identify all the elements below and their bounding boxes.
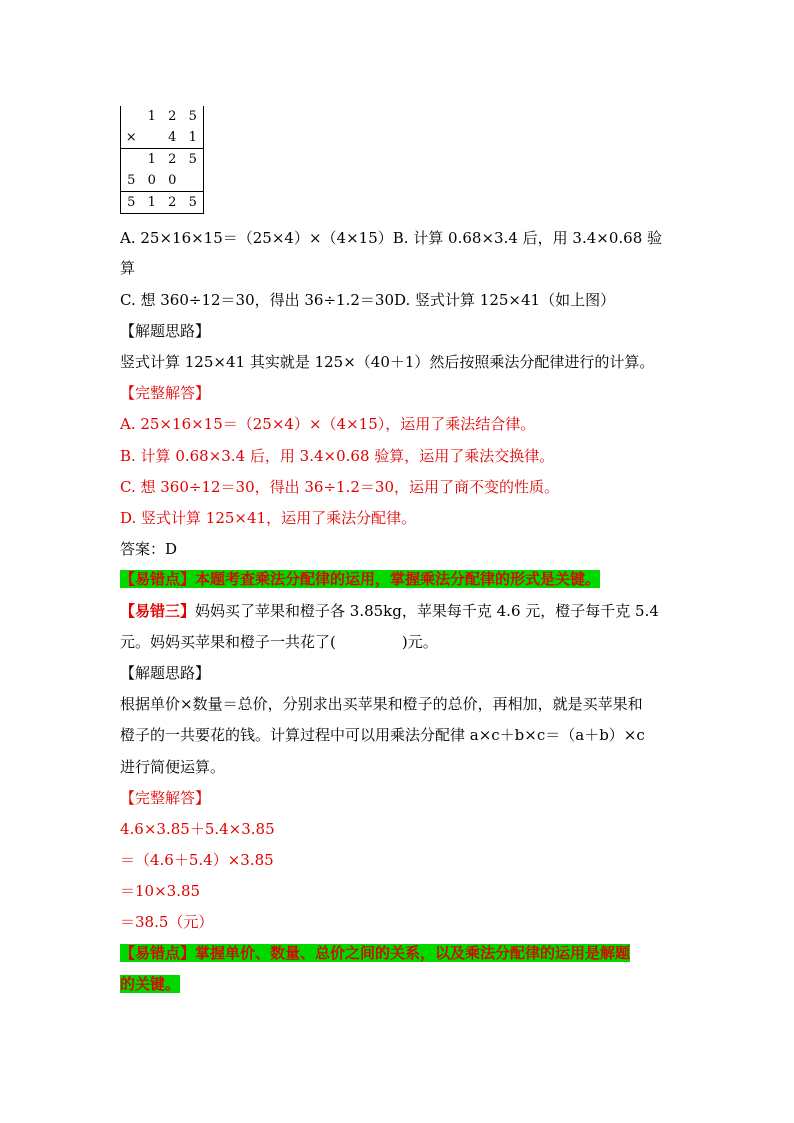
calc-cell: 5 [127,173,136,188]
calc-cell: 5 [188,195,197,210]
question-3-text-post: )元。 [401,633,438,651]
calc-cell: 2 [168,195,177,210]
thinking-line-3: 进行简便运算。 [120,758,226,776]
calc-cell: 2 [168,109,177,124]
answer-line-b: B. 计算 0.68×3.4 后，用 3.4×0.68 验算，运用了乘法交换律。 [120,447,555,465]
answer-step-1: 4.6×3.85＋5.4×3.85 [120,820,275,838]
option-a-b: A. 25×16×15＝（25×4）×（4×15）B. 计算 0.68×3.4 后，用 3.4×0.68 验 [120,229,663,247]
question-3-text: 妈妈买了苹果和橙子各 3.85kg，苹果每千克 4.6 元，橙子每千克 5.4 [195,602,659,620]
answer-line-a: A. 25×16×15＝（25×4）×（4×15），运用了乘法结合律。 [120,415,536,433]
calc-cell: 1 [147,109,156,124]
question-3-line-2 [120,632,438,652]
thinking-heading-3: 【解题思路】 [120,664,211,682]
calc-cell: 2 [168,152,177,167]
question-3-line-1 [120,601,659,621]
thinking-text: 竖式计算 125×41 其实就是 125×（40＋1）然后按照乘法分配律进行的计算。 [120,353,655,371]
calc-cell: 1 [188,130,197,145]
calc-row-multiplicand [121,106,203,127]
option-b-continued: 算 [120,259,136,277]
question-3-text-pre: 元。妈妈买苹果和橙子一共花了( [120,633,336,651]
pitfall-label-3: 【易错点】 [120,944,196,962]
calc-cell: 4 [168,130,177,145]
calc-row-partial-2 [121,170,203,192]
pitfall-text-3-cont: 的关键。 [120,975,181,993]
calc-cell: 1 [147,195,156,210]
option-c-d: C. 想 360÷12＝30，得出 36÷1.2＝30D. 竖式计算 125×41（如上图） [120,291,616,309]
calc-cell: 5 [188,109,197,124]
pitfall-note-1 [120,569,600,589]
thinking-line-2: 橙子的一共要花的钱。计算过程中可以用乘法分配律 a×c＋b×c＝（a＋b）×c [120,726,645,744]
answer-heading: 【完整解答】 [120,384,211,402]
thinking-line-1: 根据单价×数量＝总价，分别求出买苹果和橙子的总价，再相加，就是买苹果和 [120,695,643,713]
answer-step-3: ＝10×3.85 [120,882,201,900]
pitfall-label: 【易错点】 [120,570,196,588]
calc-row-multiplier [121,127,203,149]
pitfall-text: 本题考查乘法分配律的运用，掌握乘法分配律的形式是关键。 [195,570,601,588]
calc-cell: 1 [147,152,156,167]
pitfall-text-3: 掌握单价、数量、总价之间的关系，以及乘法分配律的运用是解题 [195,944,631,962]
answer-line-d: D. 竖式计算 125×41，运用了乘法分配律。 [120,509,417,527]
vertical-multiplication-grid [120,106,204,214]
calc-cell: 5 [188,152,197,167]
thinking-heading: 【解题思路】 [120,322,211,340]
calc-cell: 0 [147,173,156,188]
answer-step-2: ＝（4.6＋5.4）×3.85 [120,851,274,869]
calc-cell: × [125,130,137,145]
answer-line-c: C. 想 360÷12＝30，得出 36÷1.2＝30，运用了商不变的性质。 [120,478,559,496]
question-3-label: 【易错三】 [120,602,196,620]
calc-cell: 0 [168,173,177,188]
calc-cell: 5 [127,195,136,210]
final-answer: 答案：D [120,540,178,558]
pitfall-note-2-line-2 [120,974,180,994]
calc-row-partial-1 [121,149,203,170]
calc-row-product [121,192,203,214]
answer-step-4: ＝38.5（元） [120,913,214,931]
pitfall-note-2-line-1 [120,943,630,963]
answer-heading-3: 【完整解答】 [120,789,211,807]
